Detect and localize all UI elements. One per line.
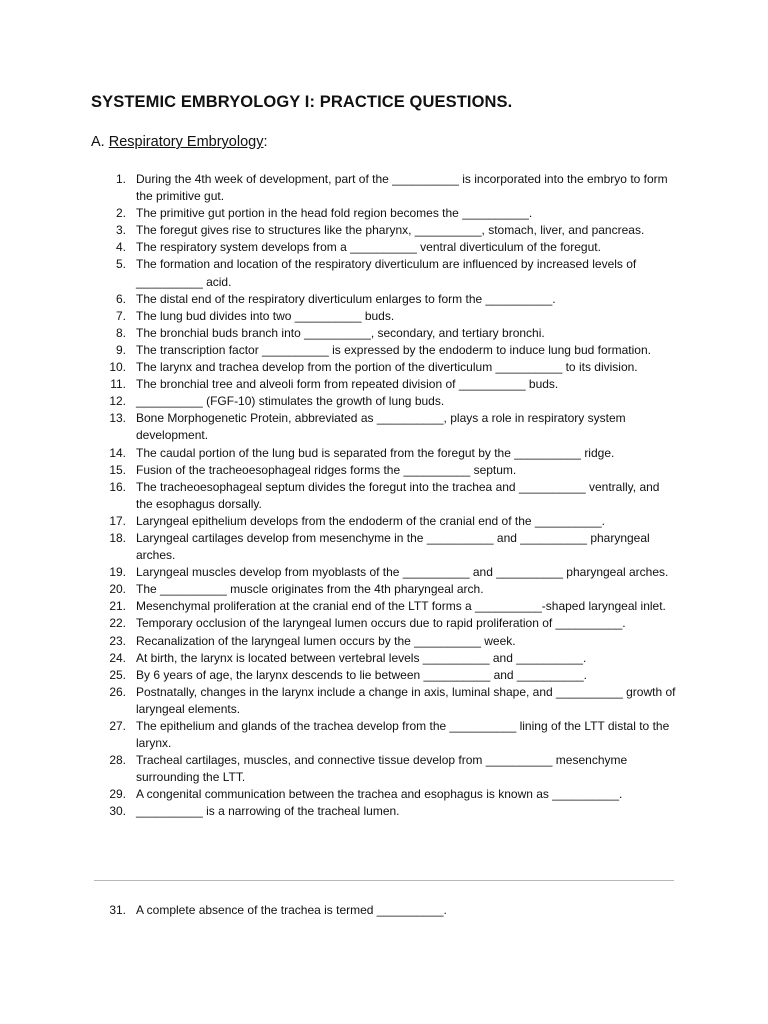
question-text: The larynx and trachea develop from the portion of the diverticulum __________ to its division. xyxy=(136,360,638,375)
question-number: 7. xyxy=(115,308,126,323)
question-number: 21. xyxy=(109,599,126,614)
question-item xyxy=(104,684,679,718)
question-number: 16. xyxy=(109,479,126,494)
question-number: 1. xyxy=(115,172,126,186)
question-number: 2. xyxy=(115,206,126,221)
question-number: 29. xyxy=(109,787,126,802)
question-text: Laryngeal epithelium develops from the endoderm of the cranial end of the __________. xyxy=(136,513,605,528)
question-text: The bronchial buds branch into __________, secondary, and tertiary bronchi. xyxy=(136,325,545,340)
question-text: During the 4th week of development, part of the __________ is incorporated into the embryo to form the primitive gut. xyxy=(136,172,668,204)
question-text: Laryngeal muscles develop from myoblasts of the __________ and __________ pharyngeal arches. xyxy=(136,565,669,580)
question-item xyxy=(104,615,679,632)
question-item xyxy=(104,256,679,290)
question-text: The transcription factor __________ is expressed by the endoderm to induce lung bud formation. xyxy=(136,342,651,357)
question-item xyxy=(104,598,679,615)
question-number: 30. xyxy=(109,804,126,819)
question-list xyxy=(104,171,679,821)
question-text: Postnatally, changes in the larynx include a change in axis, luminal shape, and __________ growth of laryngeal elements. xyxy=(136,684,676,716)
question-text: The epithelium and glands of the trachea develop from the __________ lining of the LTT distal to the larynx. xyxy=(136,719,670,751)
question-number: 12. xyxy=(109,394,126,409)
question-item xyxy=(104,902,679,919)
question-text: The foregut gives rise to structures like the pharynx, __________, stomach, liver, and pancreas. xyxy=(136,223,645,238)
section-prefix: A. xyxy=(91,134,105,150)
question-text: The lung bud divides into two __________ buds. xyxy=(136,308,395,323)
question-number: 5. xyxy=(115,257,126,272)
question-number: 15. xyxy=(109,462,126,477)
question-item xyxy=(104,650,679,667)
question-number: 22. xyxy=(109,616,126,631)
question-number: 26. xyxy=(109,684,126,699)
question-number: 6. xyxy=(115,291,126,306)
question-number: 25. xyxy=(109,667,126,682)
question-text: The bronchial tree and alveoli form from repeated division of __________ buds. xyxy=(136,377,559,392)
question-number: 27. xyxy=(109,719,126,733)
question-text: Temporary occlusion of the laryngeal lumen occurs due to rapid proliferation of __________. xyxy=(136,616,626,631)
question-text: Fusion of the tracheoesophageal ridges forms the __________ septum. xyxy=(136,462,517,477)
question-item xyxy=(104,479,679,513)
section-title: Respiratory Embryology xyxy=(108,134,264,150)
question-item xyxy=(104,376,679,393)
question-number: 8. xyxy=(115,325,126,340)
page-divider xyxy=(94,880,674,881)
question-item xyxy=(104,445,679,462)
question-item xyxy=(104,239,679,256)
question-number: 19. xyxy=(109,565,126,580)
question-text: The respiratory system develops from a __________ ventral diverticulum of the foregut. xyxy=(136,240,601,255)
question-number: 3. xyxy=(115,223,126,238)
question-text: By 6 years of age, the larynx descends to lie between __________ and __________. xyxy=(136,667,588,682)
question-item xyxy=(104,633,679,650)
question-item xyxy=(104,667,679,684)
question-number: 24. xyxy=(109,650,126,665)
question-item xyxy=(104,359,679,376)
question-text: Recanalization of the laryngeal lumen occurs by the __________ week. xyxy=(136,633,516,648)
question-list-continued xyxy=(104,902,679,919)
question-item xyxy=(104,564,679,581)
question-text: Bone Morphogenetic Protein, abbreviated as __________, plays a role in respiratory system development. xyxy=(136,411,626,443)
question-text: At birth, the larynx is located between vertebral levels __________ and __________. xyxy=(136,650,587,665)
question-item xyxy=(104,410,679,444)
question-item xyxy=(104,222,679,239)
question-text: Laryngeal cartilages develop from mesenchyme in the __________ and __________ pharyngeal arches. xyxy=(136,530,650,563)
question-number: 28. xyxy=(109,753,126,768)
question-number: 10. xyxy=(109,360,126,375)
question-number: 11. xyxy=(110,377,126,392)
question-item xyxy=(104,462,679,479)
question-item xyxy=(104,752,679,786)
question-text: The caudal portion of the lung bud is separated from the foregut by the __________ ridge. xyxy=(136,445,615,460)
question-item xyxy=(104,205,679,222)
question-number: 9. xyxy=(115,342,126,357)
question-text: The primitive gut portion in the head fold region becomes the __________. xyxy=(136,206,533,221)
question-item xyxy=(104,718,679,752)
question-number: 4. xyxy=(115,240,126,255)
question-item xyxy=(104,393,679,410)
question-text: The tracheoesophageal septum divides the foregut into the trachea and __________ ventrally, and the esophagus dorsally. xyxy=(136,479,660,511)
question-text: __________ is a narrowing of the tracheal lumen. xyxy=(136,804,400,819)
question-item xyxy=(104,803,679,820)
question-text: The formation and location of the respiratory diverticulum are influenced by increased levels of __________ acid. xyxy=(136,257,637,289)
question-item xyxy=(104,308,679,325)
section-suffix: : xyxy=(263,134,268,150)
question-text: __________ (FGF-10) stimulates the growth of lung buds. xyxy=(136,394,445,409)
question-item xyxy=(104,530,679,564)
section-heading xyxy=(91,134,268,150)
question-number: 18. xyxy=(109,530,126,545)
question-number: 14. xyxy=(109,445,126,460)
question-number: 31. xyxy=(109,903,126,917)
question-item xyxy=(104,342,679,359)
question-number: 13. xyxy=(109,411,126,426)
question-text: A complete absence of the trachea is termed __________. xyxy=(136,903,447,917)
question-text: The distal end of the respiratory diverticulum enlarges to form the __________. xyxy=(136,291,556,306)
question-number: 23. xyxy=(109,633,126,648)
question-number: 17. xyxy=(109,513,126,528)
question-item xyxy=(104,786,679,803)
question-number: 20. xyxy=(109,582,126,597)
question-item xyxy=(104,581,679,598)
question-item xyxy=(104,291,679,308)
question-text: Tracheal cartilages, muscles, and connective tissue develop from __________ mesenchyme surrounding the LTT. xyxy=(136,753,628,785)
page-title: SYSTEMIC EMBRYOLOGY I: PRACTICE QUESTIONS. xyxy=(91,93,513,111)
question-item xyxy=(104,325,679,342)
question-item xyxy=(104,171,679,205)
question-text: The __________ muscle originates from the 4th pharyngeal arch. xyxy=(136,582,484,597)
question-item xyxy=(104,513,679,530)
question-text: Mesenchymal proliferation at the cranial end of the LTT forms a __________-shaped laryngeal inlet. xyxy=(136,599,666,614)
question-text: A congenital communication between the trachea and esophagus is known as __________. xyxy=(136,787,623,802)
